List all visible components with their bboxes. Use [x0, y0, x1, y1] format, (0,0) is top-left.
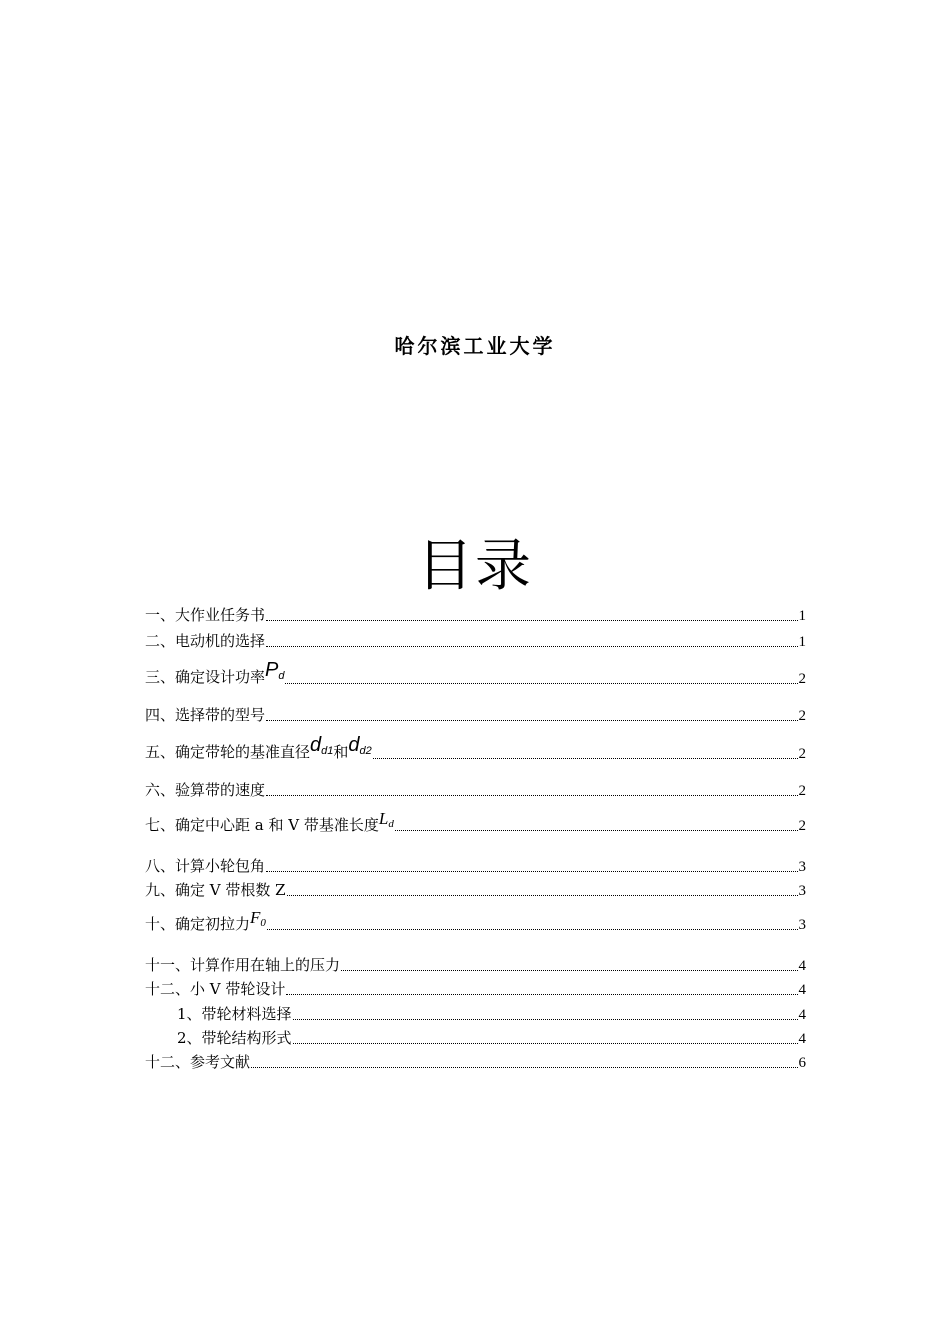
toc-entry-label: 十、确定初拉力$F^0$ [145, 908, 266, 933]
toc-page-number: 1 [798, 634, 806, 650]
toc-title: 目录 [417, 534, 533, 599]
toc-page-number: 1 [798, 608, 806, 624]
toc-entry-label: 一、大作业任务书 [145, 606, 266, 624]
toc-entry-9[interactable] [145, 879, 806, 900]
toc-entry-2[interactable] [145, 630, 806, 651]
university-name: 哈尔滨工业大学 [394, 334, 556, 358]
toc-leader [266, 645, 797, 647]
symbol-f: F [250, 908, 261, 927]
toc-entry-1[interactable] [145, 604, 806, 625]
toc-page-number: 4 [798, 958, 806, 974]
toc-leader [341, 969, 797, 971]
toc-page-number: 2 [798, 671, 806, 687]
toc-entry-label: 九、确定 V 带根数 Z [145, 881, 286, 899]
toc-leader [266, 719, 797, 721]
toc-entry-11[interactable] [145, 954, 806, 975]
toc-subentry-1[interactable] [177, 1003, 806, 1024]
toc-leader [266, 619, 797, 621]
toc-entry-label: 1、带轮材料选择 [177, 1005, 292, 1023]
symbol-subscript: d [278, 670, 285, 682]
toc-entry-label: 八、计算小轮包角 [145, 857, 266, 875]
toc-page-number: 2 [798, 818, 806, 834]
toc-leader [373, 757, 798, 759]
toc-page-number: 4 [798, 1031, 806, 1047]
toc-page-number: 4 [798, 1007, 806, 1023]
toc-entry-5[interactable] [145, 734, 806, 763]
toc-entry-label: 十二、小 V 带轮设计 [145, 980, 286, 998]
symbol-p: P [265, 659, 279, 681]
toc-entry-10[interactable] [145, 908, 806, 934]
toc-leader [287, 894, 798, 896]
toc-entry-4[interactable] [145, 704, 806, 725]
toc-entry-label: 2、带轮结构形式 [177, 1029, 292, 1047]
toc-page-number: 4 [798, 982, 806, 998]
toc-entry-label: 三、确定设计功率$P^d$ [145, 659, 285, 686]
toc-leader [395, 829, 798, 831]
toc-page-number: 3 [798, 859, 806, 875]
toc-subentry-2[interactable] [177, 1027, 806, 1048]
toc-page-number: 2 [798, 783, 806, 799]
toc-leader [267, 928, 798, 930]
symbol-d2: d [348, 734, 360, 756]
toc-entry-13[interactable] [145, 1051, 806, 1072]
toc-page-number: 3 [798, 917, 806, 933]
toc-entry-6[interactable] [145, 779, 806, 800]
symbol-d1: d [310, 734, 322, 756]
toc-entry-12[interactable] [145, 978, 806, 999]
toc-leader [293, 1018, 798, 1020]
toc-leader [293, 1042, 798, 1044]
toc-page-number: 2 [798, 708, 806, 724]
toc-leader [266, 870, 797, 872]
toc-entry-label: 四、选择带的型号 [145, 706, 266, 724]
toc-leader [286, 993, 797, 995]
symbol-l: L [378, 809, 389, 828]
toc-page-number: 2 [798, 746, 806, 762]
toc-entry-label: 十二、参考文献 [145, 1053, 251, 1071]
toc-entry-label: 十一、计算作用在轴上的压力 [145, 956, 341, 974]
toc-entry-7[interactable] [145, 809, 806, 835]
toc-entry-label: 六、验算带的速度 [145, 781, 266, 799]
toc-entry-3[interactable] [145, 659, 806, 688]
toc-leader [251, 1066, 797, 1068]
toc-entry-label: 七、确定中心距 a 和 V 带基准长度$L^d$ [145, 809, 394, 834]
toc-page-number: 3 [798, 883, 806, 899]
toc-entry-8[interactable] [145, 855, 806, 876]
toc-leader [266, 794, 797, 796]
toc-entry-label: 五、确定带轮的基准直径$d^{d1}$和$d^{d2}$ [145, 734, 372, 761]
toc-page-number: 6 [798, 1055, 806, 1071]
toc-leader [285, 682, 797, 684]
toc-entry-label: 二、电动机的选择 [145, 632, 266, 650]
